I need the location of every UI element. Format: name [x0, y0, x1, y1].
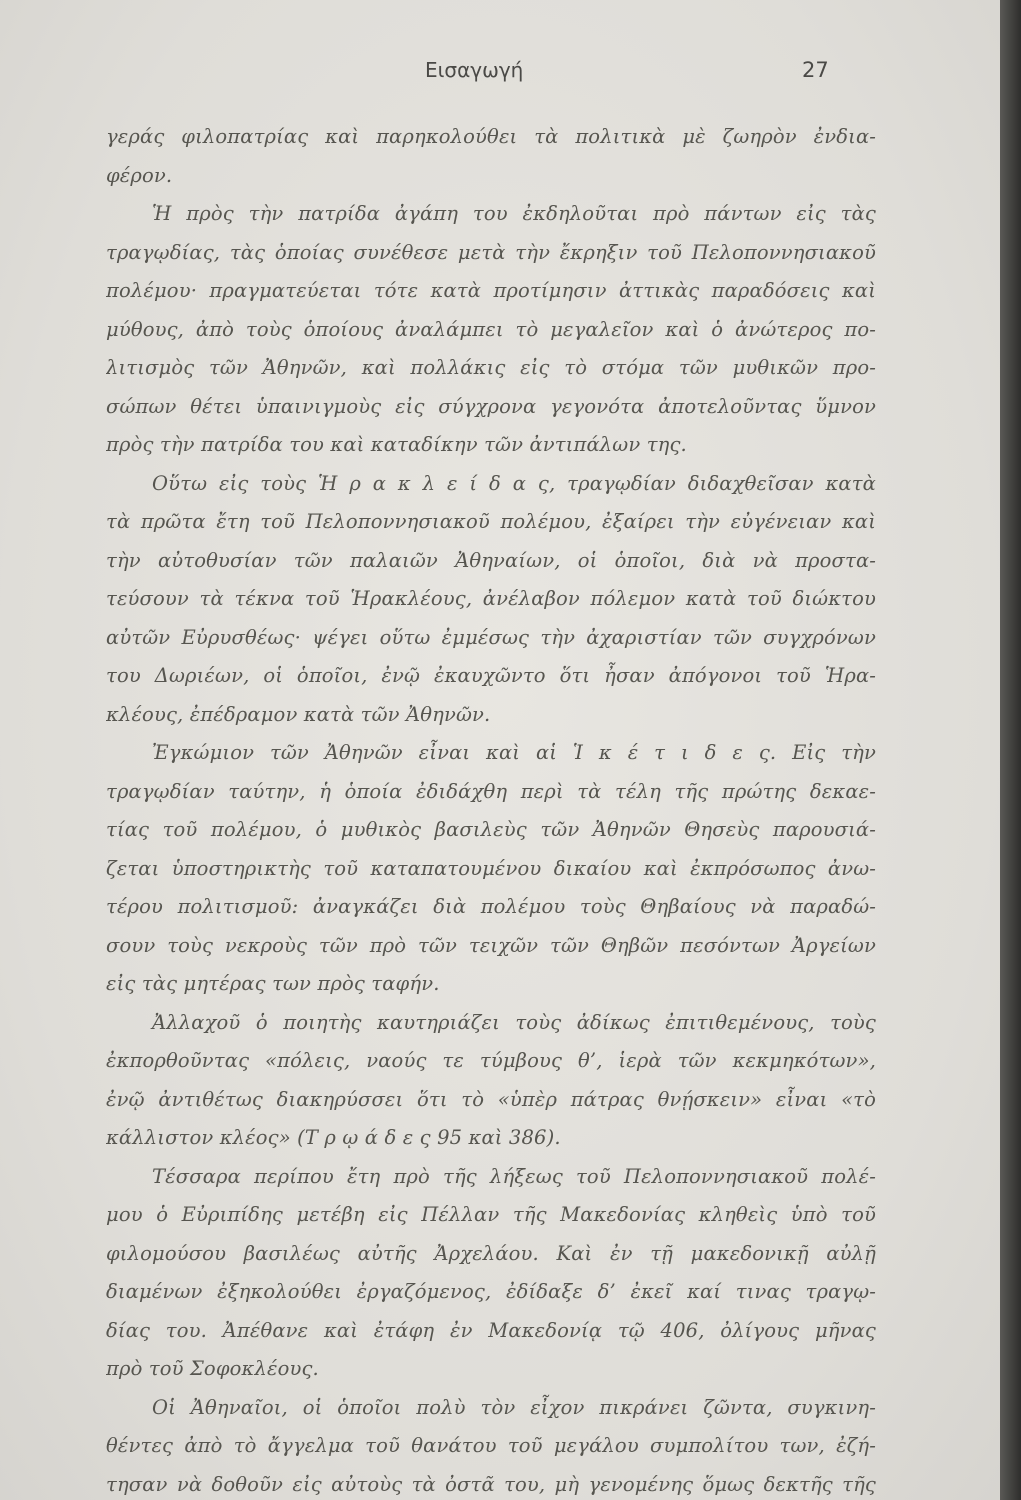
text-line: τραγῳδίαν ταύτην, ἡ ὁποία ἐδιδάχθη περὶ τὰ τέλη τῆς πρώτης δεκαε-	[106, 779, 876, 803]
text-line: τραγῳδίας, τὰς ὁποίας συνέθεσε μετὰ τὴν ἔκρηξιν τοῦ Πελοποννησιακοῦ	[106, 240, 876, 264]
text-line: ζεται ὑποστηρικτὴς τοῦ καταπατουμένου δικαίου καὶ ἐκπρόσωπος ἀνω-	[106, 856, 876, 880]
running-title: Εισαγωγή	[425, 58, 524, 82]
text-line: τεύσουν τὰ τέκνα τοῦ Ἡρακλέους, ἀνέλαβον πόλεμον κατὰ τοῦ διώκτου	[106, 587, 876, 610]
text-line: Ἐγκώμιον τῶν Ἀθηνῶν εἶναι καὶ αἱ Ἱ κ έ τ ι δ ε ς. Εἰς τὴν	[152, 741, 876, 764]
text-line: Οἱ Ἀθηναῖοι, οἱ ὁποῖοι πολὺ τὸν εἶχον πικράνει ζῶντα, συγκινη-	[152, 1395, 876, 1419]
text-line: ἐκπορθοῦντας «πόλεις, ναούς τε τύμβους θ’, ἱερὰ τῶν κεκμηκότων»,	[106, 1049, 876, 1072]
text-line: φιλομούσου βασιλέως αὐτῆς Ἀρχελάου. Καὶ ἐν τῇ μακεδονικῇ αὐλῇ	[106, 1241, 876, 1265]
text-line: τίας τοῦ πολέμου, ὁ μυθικὸς βασιλεὺς τῶν Ἀθηνῶν Θησεὺς παρουσιά-	[106, 818, 876, 841]
text-line: διαμένων ἐξηκολούθει ἐργαζόμενος, ἐδίδαξε δ’ ἐκεῖ καί τινας τραγῳ-	[106, 1280, 876, 1303]
text-line: λιτισμὸς τῶν Ἀθηνῶν, καὶ πολλάκις εἰς τὸ στόμα τῶν μυθικῶν προ-	[106, 356, 876, 379]
text-line: τησαν νὰ δοθοῦν εἰς αὐτοὺς τὰ ὀστᾶ του, μὴ γενομένης ὅμως δεκτῆς τῆς	[106, 1472, 876, 1496]
body-text	[106, 118, 876, 1500]
text-line: εἰς τὰς μητέρας των πρὸς ταφήν.	[106, 972, 440, 995]
text-line: Οὕτω εἰς τοὺς Ἡ ρ α κ λ ε ί δ α ς, τραγῳδίαν διδαχθεῖσαν κατὰ	[152, 471, 876, 495]
text-line: σώπων θέτει ὑπαινιγμοὺς εἰς σύγχρονα γεγονότα ἀποτελοῦντας ὕμνον	[106, 394, 876, 418]
page-number: 27	[802, 58, 829, 82]
text-line: Ἀλλαχοῦ ὁ ποιητὴς καυτηριάζει τοὺς ἀδίκως ἐπιτιθεμένους, τοὺς	[152, 1010, 876, 1034]
text-line: μύθους, ἀπὸ τοὺς ὁποίους ἀναλάμπει τὸ μεγαλεῖον καὶ ὁ ἀνώτερος πο-	[106, 317, 876, 341]
text-line: Τέσσαρα περίπου ἔτη πρὸ τῆς λήξεως τοῦ Πελοποννησιακοῦ πολέ-	[152, 1164, 876, 1188]
text-line: φέρον.	[106, 163, 173, 187]
text-line: τέρου πολιτισμοῦ: ἀναγκάζει διὰ πολέμου τοὺς Θηβαίους νὰ παραδώ-	[106, 895, 876, 918]
text-line: Ἡ πρὸς τὴν πατρίδα ἀγάπη του ἐκδηλοῦται πρὸ πάντων εἰς τὰς	[152, 202, 876, 225]
text-line: κάλλιστον κλέος» (Τ ρ ῳ ά δ ε ς 95 καὶ 386).	[106, 1126, 561, 1149]
text-line: γεράς φιλοπατρίας καὶ παρηκολούθει τὰ πολιτικὰ μὲ ζωηρὸν ἐνδια-	[106, 125, 876, 148]
text-line: του Δωριέων, οἱ ὁποῖοι, ἐνῷ ἐκαυχῶντο ὅτι ἦσαν ἀπόγονοι τοῦ Ἡρα-	[106, 664, 876, 687]
text-line: σουν τοὺς νεκροὺς τῶν πρὸ τῶν τειχῶν τῶν Θηβῶν πεσόντων Ἀργείων	[106, 933, 876, 957]
text-line: θέντες ἀπὸ τὸ ἄγγελμα τοῦ θανάτου τοῦ μεγάλου συμπολίτου των, ἐζή-	[106, 1434, 876, 1457]
text-line: ἐνῷ ἀντιθέτως διακηρύσσει ὅτι τὸ «ὑπὲρ πάτρας θνῄσκειν» εἶναι «τὸ	[106, 1087, 876, 1111]
page-header	[0, 58, 1000, 88]
text-line: τὴν αὐτοθυσίαν τῶν παλαιῶν Ἀθηναίων, οἱ ὁποῖοι, διὰ νὰ προστα-	[106, 548, 876, 572]
text-line: δίας του. Ἀπέθανε καὶ ἐτάφη ἐν Μακεδονίᾳ τῷ 406, ὀλίγους μῆνας	[106, 1318, 876, 1342]
text-line: πρὸ τοῦ Σοφοκλέους.	[106, 1357, 319, 1380]
text-line: αὐτῶν Εὐρυσθέως· ψέγει οὕτω ἐμμέσως τὴν ἀχαριστίαν τῶν συγχρόνων	[106, 625, 876, 649]
text-line: κλέους, ἐπέδραμον κατὰ τῶν Ἀθηνῶν.	[106, 702, 491, 726]
text-line: πρὸς τὴν πατρίδα του καὶ καταδίκην τῶν ἀντιπάλων της.	[106, 433, 687, 456]
page-edge	[1000, 0, 1021, 1500]
text-line: μου ὁ Εὐριπίδης μετέβη εἰς Πέλλαν τῆς Μακεδονίας κληθεὶς ὑπὸ τοῦ	[106, 1203, 876, 1226]
text-line: πολέμου· πραγματεύεται τότε κατὰ προτίμησιν ἀττικὰς παραδόσεις καὶ	[106, 279, 876, 302]
text-line: τὰ πρῶτα ἔτη τοῦ Πελοποννησιακοῦ πολέμου, ἐξαίρει τὴν εὐγένειαν καὶ	[106, 510, 876, 533]
